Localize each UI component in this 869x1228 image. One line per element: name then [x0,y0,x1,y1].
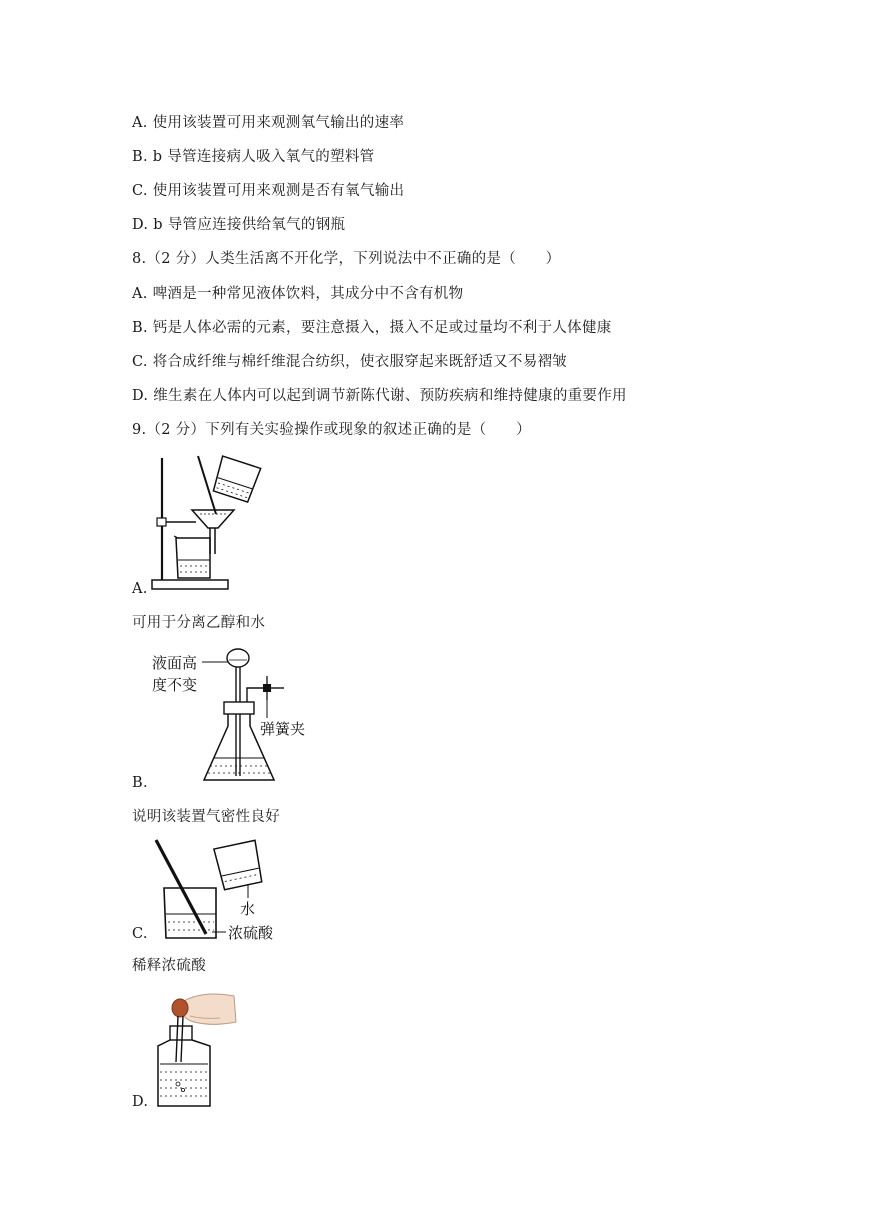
figure-b-airtightness [150,646,320,786]
figure-c-label-water: 水 [240,900,256,918]
figure-d-letter: D. [132,1094,149,1110]
q7-option-c: C. 使用该装置可用来观测是否有氧气输出 [132,183,405,199]
q8-option-c: C. 将合成纤维与棉纤维混合纺织，使衣服穿起来既舒适又不易褶皱 [132,354,568,370]
figure-c-caption: 稀释浓硫酸 [132,958,206,974]
figure-b-label-level-1: 液面高 [152,654,198,672]
figure-b-label-clamp: 弹簧夹 [260,720,306,738]
q7-option-b: B. b 导管连接病人吸入氧气的塑料管 [132,149,375,165]
figure-a-caption: 可用于分离乙醇和水 [132,615,266,631]
figure-c-label-acid: 浓硫酸 [228,924,274,942]
figure-c-letter: C. [132,926,148,942]
figure-a-filtration [148,450,268,595]
q8-option-a: A. 啤酒是一种常见液体饮料，其成分中不含有机物 [132,286,464,302]
q8-stem: 8.（2 分）人类生活离不开化学，下列说法中不正确的是（ ） [132,251,561,267]
q8-option-d: D. 维生素在人体内可以起到调节新陈代谢、预防疾病和维持健康的重要作用 [132,388,627,404]
figure-d-dropper [150,986,245,1111]
figure-c-dilution [150,836,290,946]
figure-b-caption: 说明该装置气密性良好 [132,809,280,825]
figure-a-letter: A. [132,581,148,597]
q8-option-b: B. 钙是人体必需的元素，要注意摄入，摄入不足或过量均不利于人体健康 [132,320,612,336]
figure-b-label-level-2: 度不变 [152,676,198,694]
q7-option-d: D. b 导管应连接供给氧气的钢瓶 [132,217,346,233]
q7-option-a: A. 使用该装置可用来观测氧气输出的速率 [132,115,405,131]
figure-b-letter: B. [132,775,148,791]
q9-stem: 9.（2 分）下列有关实验操作或现象的叙述正确的是（ ） [132,422,531,438]
